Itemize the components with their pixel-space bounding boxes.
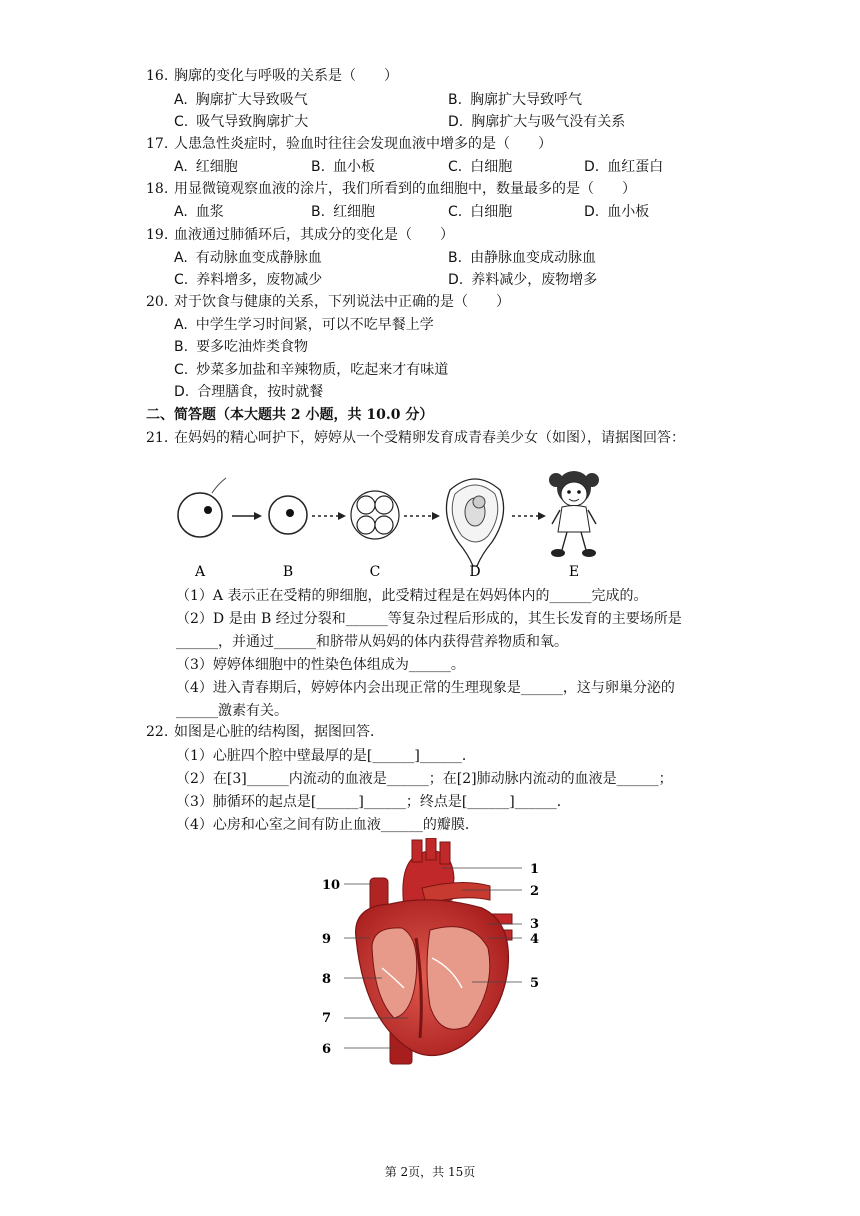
heart-label-2: 2 [530,884,540,899]
option-c: C. 炒菜多加盐和辛辣物质，吃起来才有味道 [174,362,449,378]
q21-part-4: （4）进入青春期后，婷婷体内会出现正常的生理现象是______，这与卵巢分泌的 [176,680,675,696]
option-b: B. 血小板 [311,159,376,175]
question-stem: 胸廓的变化与呼吸的关系是（ ） [174,68,398,84]
heart-label-5: 5 [530,976,540,991]
heart-label-1: 1 [530,862,540,877]
question-stem: 如图是心脏的结构图，据图回答． [174,724,384,740]
question-stem: 血液通过肺循环后，其成分的变化是（ ） [174,227,454,243]
figure-label-c: C [369,564,381,580]
heart-label-4: 4 [530,932,540,947]
option-d: D. 胸廓扩大与吸气没有关系 [448,114,626,130]
q21-part-4-cont: ______激素有关。 [176,703,288,719]
heart-label-8: 8 [322,972,332,987]
question-19 [146,225,454,245]
option-c: C. 白细胞 [448,204,513,220]
section-heading: 二、简答题（本大题共 2 小题，共 10.0 分） [146,407,434,423]
option-a: A. 红细胞 [174,159,238,175]
option-d: D. 养料减少，废物增多 [448,272,598,288]
question-17 [146,134,552,154]
option-d: D. 血小板 [584,204,650,220]
option-b: B. 由静脉血变成动脉血 [448,250,597,266]
option-a: A. 有动脉血变成静脉血 [174,250,322,266]
heart-diagram [312,838,552,1068]
page-footer: 第 2页，共 15页 [384,1165,476,1179]
question-number: 21. [146,430,169,446]
dashed-arrow-icon [404,512,440,520]
question-number: 17. [146,136,169,152]
heart-label-9: 9 [322,932,332,947]
question-number: 16. [146,68,169,84]
question-number: 22. [146,724,169,740]
q22-part-4: （4）心房和心室之间有防止血液______的瓣膜． [176,817,479,833]
figure-label-a: A [194,564,206,580]
question-stem: 用显微镜观察血液的涂片，我们所看到的血细胞中，数量最多的是（ ） [174,181,636,197]
girl-figure-e [549,471,599,557]
q21-part-2-cont: ______，并通过______和脐带从妈妈的体内获得营养物质和氧。 [176,634,568,650]
question-20 [146,292,510,312]
egg-with-sperm-figure-a [178,478,226,537]
cell-division-figure-c [351,491,399,539]
figure-label-e: E [568,564,580,580]
option-a: A. 中学生学习时间紧，可以不吃早餐上学 [174,317,434,333]
question-number: 19. [146,227,169,243]
question-stem: 在妈妈的精心呵护下，婷婷从一个受精卵发育成青春美少女（如图），请据图回答： [174,430,685,446]
zygote-figure-b [269,496,307,534]
q22-part-2: （2）在[3]______内流动的血液是______；在[2]肺动脉内流动的血液是______； [176,771,673,787]
q22-part-3: （3）肺循环的起点是[______]______；终点是[______]______． [176,794,571,810]
question-number: 18. [146,181,169,197]
question-stem: 对于饮食与健康的关系，下列说法中正确的是（ ） [174,294,510,310]
question-stem: 人患急性炎症时，验血时往往会发现血液中增多的是（ ） [174,136,552,152]
option-c: C. 白细胞 [448,159,513,175]
option-b: B. 胸廓扩大导致呼气 [448,92,583,108]
q22-part-1: （1）心脏四个腔中壁最厚的是[______]______． [176,748,476,764]
question-16 [146,66,398,86]
option-d: D. 血红蛋白 [584,159,664,175]
development-diagram [170,470,610,582]
heart-label-10: 10 [322,878,341,893]
fetus-in-uterus-figure-d [446,479,503,566]
option-a: A. 血浆 [174,204,224,220]
question-22 [146,722,384,742]
dashed-arrow-icon [312,512,346,520]
q21-part-3: （3）婷婷体细胞中的性染色体组成为______。 [176,657,465,673]
dashed-arrow-icon [512,512,546,520]
option-b: B. 要多吃油炸类食物 [174,339,309,355]
question-21 [146,428,685,448]
heart-label-6: 6 [322,1042,332,1057]
heart-label-3: 3 [530,917,540,932]
arrow-icon [232,512,262,520]
option-d: D. 合理膳食，按时就餐 [174,384,324,400]
heart-label-7: 7 [322,1011,332,1026]
figure-label-d: D [469,564,481,580]
figure-label-b: B [282,564,294,580]
question-18 [146,179,636,199]
option-c: C. 养料增多，废物减少 [174,272,323,288]
option-b: B. 红细胞 [311,204,376,220]
option-a: A. 胸廓扩大导致吸气 [174,92,308,108]
q21-part-2: （2）D 是由 B 经过分裂和______等复杂过程后形成的，其生长发育的主要场所是 [176,611,682,627]
q21-part-1: （1）A 表示正在受精的卵细胞，此受精过程是在妈妈体内的______完成的。 [176,588,648,604]
option-c: C. 吸气导致胸廓扩大 [174,114,309,130]
question-number: 20. [146,294,169,310]
